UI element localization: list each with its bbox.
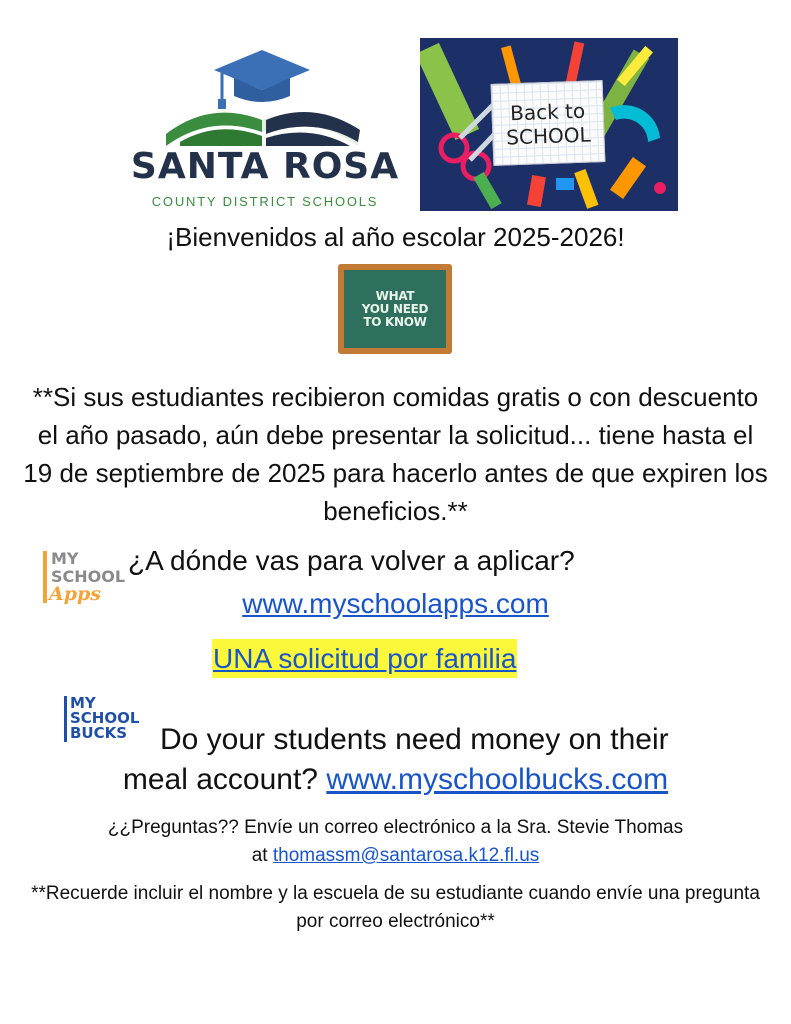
graduation-cap-book-icon [110, 42, 420, 146]
chalkboard-line3: TO KNOW [363, 314, 427, 329]
back-to-school-note [491, 80, 606, 166]
msa-logo-my: MY [51, 549, 79, 568]
reapply-question: ¿A dónde vas para volver a aplicar? [128, 545, 575, 576]
contact-info [20, 814, 771, 870]
what-you-need-to-know-chalkboard [338, 264, 452, 354]
myschoolapps-link[interactable]: www.myschoolapps.com [242, 588, 549, 619]
welcome-heading: ¡Bienvenidos al año escolar 2025-2026! [166, 222, 625, 252]
bts-line2: SCHOOL [505, 122, 592, 150]
free-meals-notice: **Si sus estudiantes recibieron comidas gratis o con descuento el año pasado, aún debe presentar la solicitud... tiene hasta el 19 de septiembre de 2025 para hacerlo antes de que expiren los beneficios.** [23, 382, 768, 526]
back-to-school-image [420, 38, 678, 211]
contact-at: at [251, 845, 268, 866]
chalkboard-surface [344, 270, 446, 348]
msb-logo-my: MY [70, 694, 96, 712]
one-application-per-family: UNA solicitud por familia [212, 639, 517, 678]
msa-logo-school: SCHOOL [51, 567, 126, 586]
email-reminder: **Recuerde incluir el nombre y la escuela de su estudiante cuando envíe una pregunta por correo electrónico** [31, 883, 760, 932]
msa-logo-apps: Apps [49, 583, 102, 605]
msb-logo-school: SCHOOL [70, 709, 140, 727]
myschoolbucks-link[interactable]: www.myschoolbucks.com [326, 763, 669, 796]
msb-logo-bucks: BUCKS [70, 724, 128, 742]
myschoolapps-link-wrap [0, 588, 791, 620]
meal-account-question-line1: Do your students need money on their [160, 723, 669, 756]
district-name: SANTA ROSA [130, 146, 400, 187]
chalkboard-line2: YOU NEED [361, 301, 429, 316]
chalkboard-line1: WHAT [375, 288, 415, 303]
meal-account-question [20, 720, 771, 800]
bts-line1: Back to [509, 98, 586, 126]
contact-email-link[interactable]: thomassm@santarosa.k12.fl.us [272, 845, 540, 866]
contact-question: ¿¿Preguntas?? Envíe un correo electrónico a la Sra. Stevie Thomas [107, 817, 684, 838]
district-subtitle: COUNTY DISTRICT SCHOOLS [151, 194, 379, 209]
district-logo [110, 42, 420, 214]
meal-account-question-line2: meal account? [122, 763, 318, 796]
contact-email-line [20, 842, 771, 870]
